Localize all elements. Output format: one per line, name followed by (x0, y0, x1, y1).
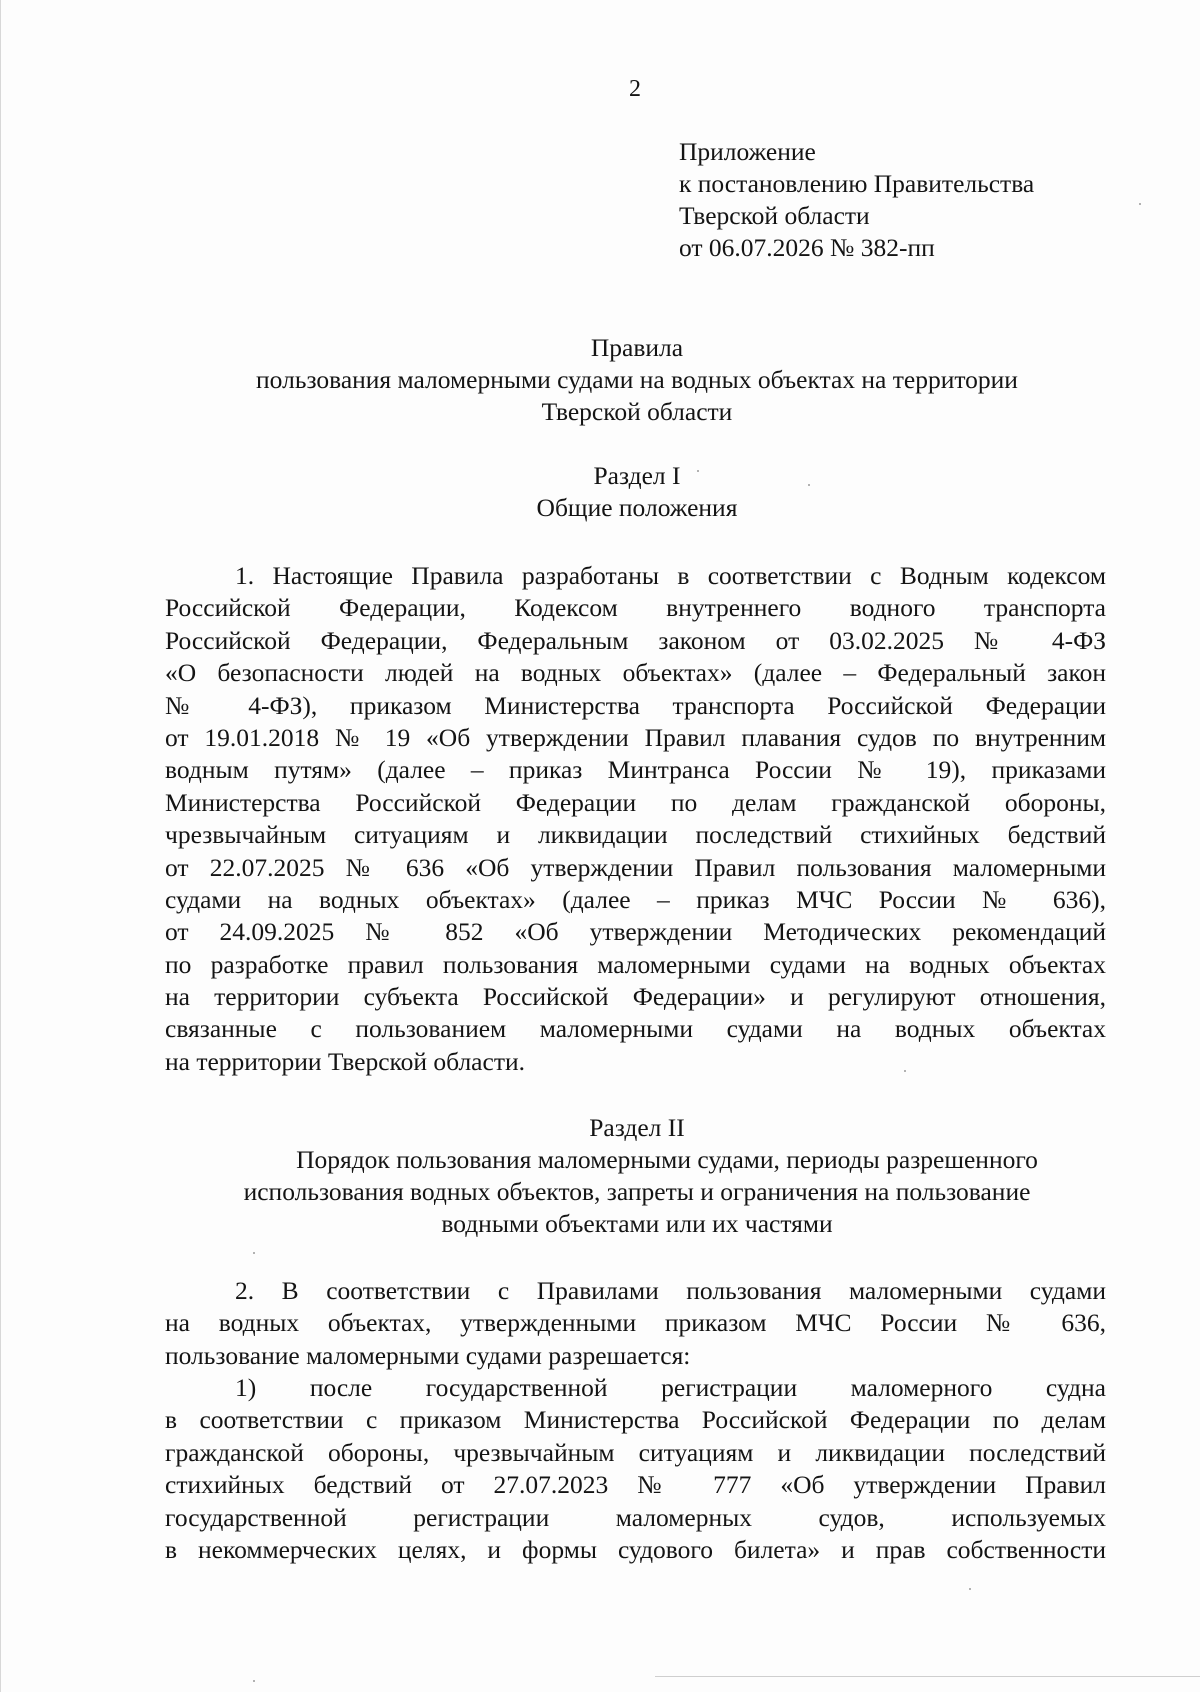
text-line: Российской Федерации, Кодексом внутреннего водного транспорта (165, 593, 1106, 623)
section-title-line: водными объектами или их частями (441, 1209, 833, 1238)
text-line: судами на водных объектах» (далее – приказ МЧС России № 636), (165, 884, 1106, 914)
scan-speck (697, 470, 699, 472)
page-number: 2 (629, 76, 641, 102)
text-line: государственной регистрации маломерных судов, используемых (165, 1502, 1106, 1532)
text-line: № 4-ФЗ), приказом Министерства транспорта Российской Федерации (165, 690, 1106, 720)
section-number: Раздел II (589, 1113, 685, 1142)
paragraph-1 (165, 560, 1106, 1078)
text-line: «О безопасности людей на водных объектах» (далее – Федеральный закон (165, 658, 1106, 688)
document-title (165, 332, 1109, 428)
scan-speck (808, 484, 810, 486)
paragraph-3 (165, 1372, 1106, 1566)
text-line: связанные с пользованием маломерными судами на водных объектах (165, 1014, 1106, 1044)
scan-speck (904, 1070, 906, 1072)
scan-edge-line (0, 0, 1, 1692)
text-line: стихийных бедствий от 27.07.2023 № 777 «Об утверждении Правил (165, 1470, 1106, 1500)
text-line: водным путям» (далее – приказ Минтранса России № 19), приказами (165, 755, 1106, 785)
text-line: от 24.09.2025 № 852 «Об утверждении Методических рекомендаций (165, 917, 1106, 947)
text-line: в соответствии с приказом Министерства Российской Федерации по делам (165, 1405, 1106, 1435)
text-line: 1) после государственной регистрации маломерного судна (235, 1373, 1106, 1402)
text-line: Министерства Российской Федерации по делам гражданской обороны, (165, 787, 1106, 817)
scan-speck (253, 1680, 255, 1682)
text-line: на территории Тверской области. (165, 1046, 525, 1076)
section-number: Раздел I (593, 461, 681, 490)
text-line: от 22.07.2025 № 636 «Об утверждении Правил пользования маломерными (165, 852, 1106, 882)
text-line: пользование маломерными судами разрешается: (165, 1340, 691, 1370)
appendix-line: от 06.07.2026 № 382-пп (679, 233, 935, 262)
text-line: на территории субъекта Российской Федерации» и регулируют отношения, (165, 982, 1106, 1012)
scan-speck (253, 1252, 255, 1254)
section-title: Общие положения (536, 493, 738, 522)
title-line: Правила (590, 333, 684, 362)
section-2-heading (165, 1112, 1109, 1240)
scan-speck (969, 1588, 971, 1590)
text-line: по разработке правил пользования маломерными судами на водных объектах (165, 949, 1106, 979)
text-line: 1. Настоящие Правила разработаны в соответствии с Водным кодексом (235, 561, 1106, 590)
scan-bottom-rule (655, 1676, 1200, 1677)
title-line: пользования маломерными судами на водных объектах на территории (256, 365, 1018, 394)
text-line: 2. В соответствии с Правилами пользования маломерными судами (235, 1276, 1106, 1305)
text-line: на водных объектах, утвержденными приказом МЧС России № 636, (165, 1308, 1106, 1338)
appendix-line: Приложение (679, 137, 816, 166)
appendix-block (679, 136, 1034, 264)
paragraph-2 (165, 1275, 1106, 1372)
section-title-line: использования водных объектов, запреты и ограничения на пользование (243, 1177, 1031, 1206)
appendix-line: Тверской области (679, 201, 870, 230)
section-1-heading (165, 460, 1109, 524)
text-line: от 19.01.2018 № 19 «Об утверждении Правил плавания судов по внутренним (165, 722, 1106, 752)
text-line: чрезвычайным ситуациям и ликвидации последствий стихийных бедствий (165, 820, 1106, 850)
title-line: Тверской области (541, 397, 733, 426)
text-line: гражданской обороны, чрезвычайным ситуациям и ликвидации последствий (165, 1437, 1106, 1467)
appendix-line: к постановлению Правительства (679, 169, 1035, 198)
section-title-line: Порядок пользования маломерными судами, периоды разрешенного (296, 1145, 1038, 1174)
scan-speck (1139, 203, 1141, 205)
text-line: в некоммерческих целях, и формы судового билета» и прав собственности (165, 1534, 1106, 1564)
text-line: Российской Федерации, Федеральным законом от 03.02.2025 № 4-ФЗ (165, 625, 1106, 655)
